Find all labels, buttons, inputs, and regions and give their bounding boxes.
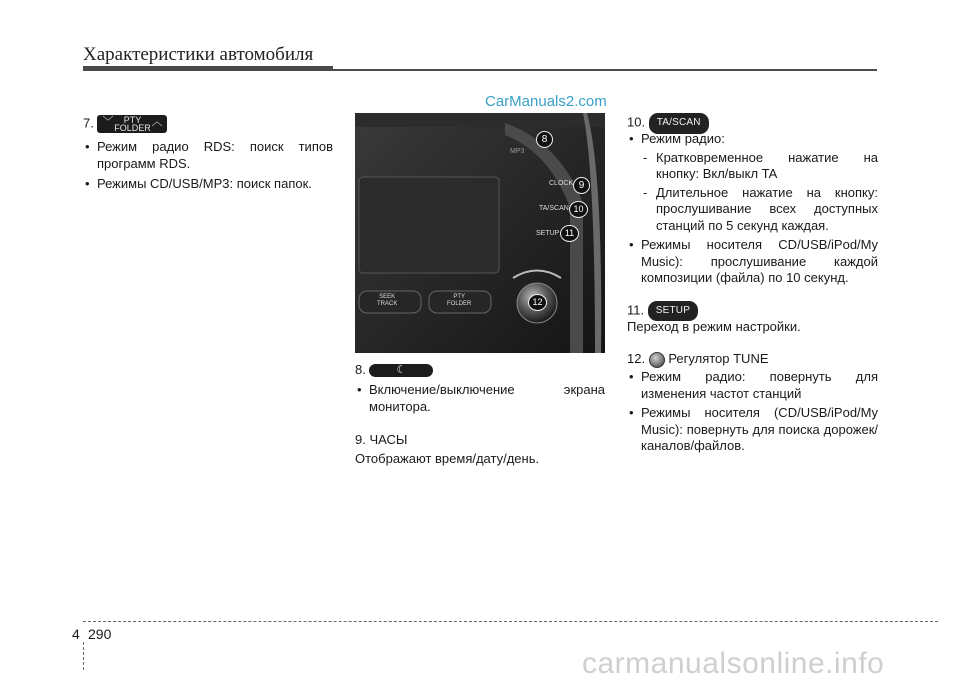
item-8-label: 8.	[355, 362, 366, 377]
folder-label: FOLDER	[114, 123, 151, 133]
pty-label: PTY	[123, 115, 142, 125]
item-10-dash-1: - Кратковременное нажатие на кнопку: Вкл/выкл TA	[637, 150, 878, 183]
ta-scan-button-icon: TA/SCAN	[649, 113, 709, 134]
callout-9: 9	[573, 177, 590, 194]
seek-label: SEEK	[379, 294, 396, 300]
setup-label: SETUP	[536, 230, 560, 237]
items-8-9	[355, 362, 605, 467]
mp3-label: MP3	[510, 148, 525, 155]
photo-pty-label: PTY	[453, 294, 465, 300]
page-number: 290	[88, 626, 112, 642]
item-12-bullet-1: • Режим радио: повернуть для изменения частот станций	[627, 369, 878, 402]
photo-folder-label: FOLDER	[447, 301, 472, 307]
tune-knob-icon	[649, 352, 665, 368]
callout-8: 8	[536, 131, 553, 148]
item-7-label: 7.	[83, 115, 94, 131]
pty-folder-button-icon: ﹀ PTY FOLDER ︿	[97, 115, 167, 133]
callout-12: 12	[528, 294, 547, 311]
footer-rule	[83, 621, 938, 622]
item-7-bullet-2: • Режимы CD/USB/MP3: поиск папок.	[83, 176, 333, 193]
site-watermark: carmanualsonline.info	[582, 647, 885, 680]
item-10-bullet-2: • Режимы носителя CD/USB/iPod/My Music): прослушивание каждой композиции (файла) по 10 секунд.	[627, 237, 878, 287]
item-11-text: Переход в режим настройки.	[627, 318, 801, 334]
setup-button-icon: SETUP	[648, 301, 698, 322]
item-10-bullet-1: • Режим радио:	[627, 131, 878, 148]
track-label: TRACK	[377, 301, 398, 307]
page-header-title: Характеристики автомобиля	[83, 44, 314, 65]
ta-scan-label: TA/SCAN	[539, 205, 569, 212]
header-rule-thin	[333, 69, 877, 71]
watermark: CarManuals2.com	[485, 93, 607, 110]
section-number: 4	[72, 626, 80, 642]
pty-folder-label	[447, 294, 471, 308]
seek-track-label	[377, 294, 397, 308]
item-11-label: 11.	[627, 302, 645, 318]
moon-button-icon: ☾	[369, 364, 433, 377]
item-12-label: 12.	[627, 351, 646, 366]
items-10-12	[627, 113, 878, 455]
header-rule-thick	[83, 66, 333, 71]
callout-10: 10	[569, 201, 588, 218]
item-9-text: Отображают время/дату/день.	[355, 450, 540, 466]
item-12-title: Регулятор TUNE	[668, 351, 769, 366]
item-7	[83, 115, 333, 193]
item-10-label: 10.	[627, 114, 646, 130]
item-10-dash-2: - Длительное нажатие на кнопку: прослушивание всех доступных станций по 5 секунд каждая.	[637, 185, 878, 235]
item-12-bullet-2: • Режимы носителя (CD/USB/iPod/My Music): повернуть для поиска дорожек/каналов/файлов.	[627, 405, 878, 455]
item-7-bullet-1: • Режим радио RDS: поиск типов программ RDS.	[83, 139, 333, 172]
head-unit-photo	[355, 113, 605, 353]
clock-label: CLOCK	[549, 180, 574, 187]
callout-11: 11	[560, 225, 579, 242]
item-9-label: 9. ЧАСЫ	[355, 432, 408, 447]
footer-divider	[83, 642, 84, 670]
item-8-bullet: • Включение/выключение экрана монитора.	[355, 382, 605, 415]
